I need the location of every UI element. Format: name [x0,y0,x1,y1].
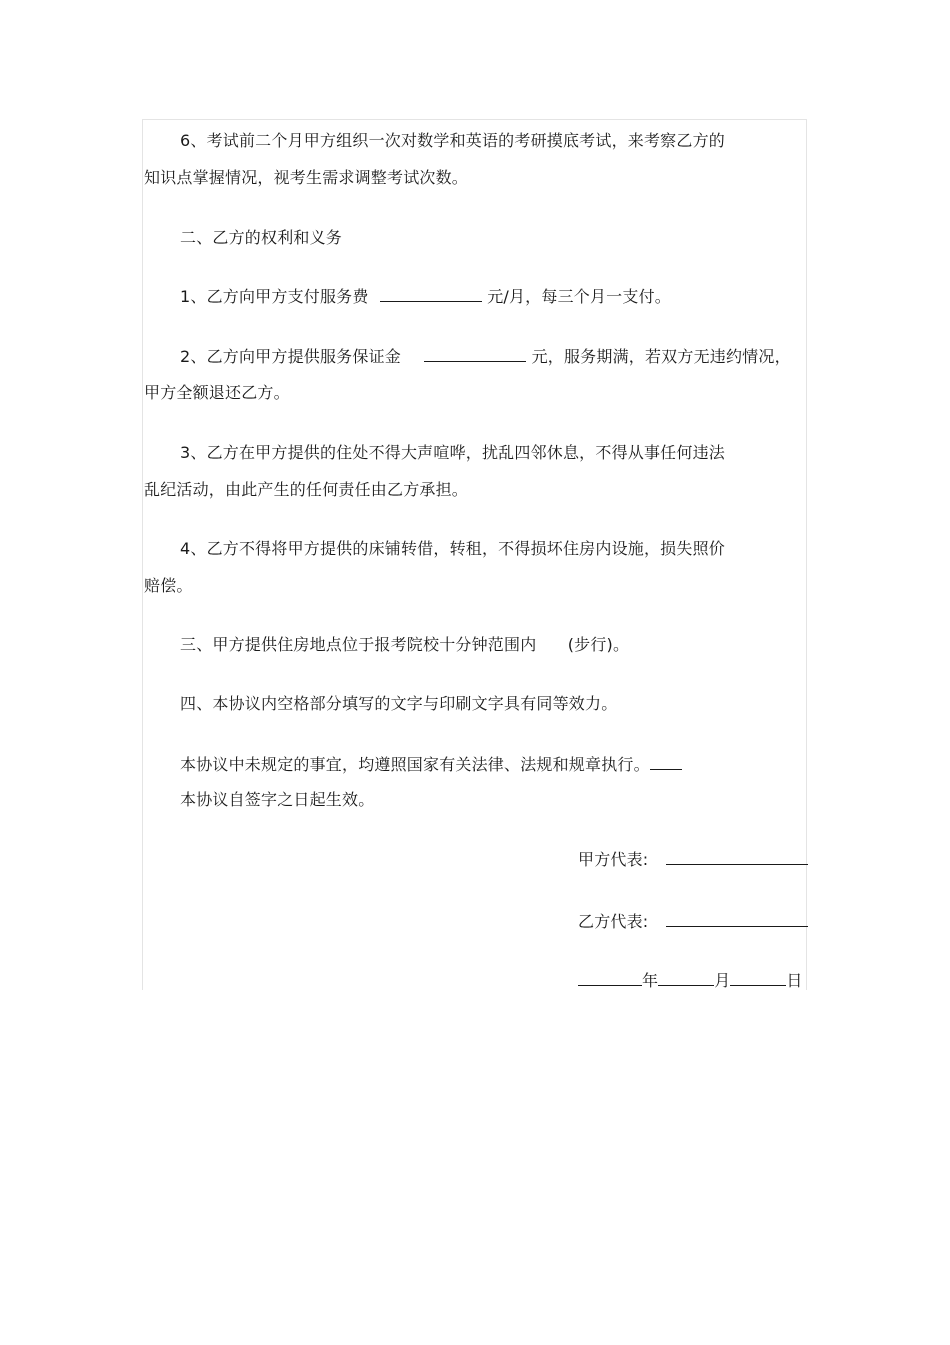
item-2-prefix: 2、乙方向甲方提供服务保证金 [180,347,401,366]
service-fee-blank[interactable] [380,287,482,302]
year-blank[interactable] [578,971,642,986]
section-3 [180,635,629,655]
item-3-line-1: 3、乙方在甲方提供的住处不得大声喧哗，扰乱四邻休息，不得从事任何违法 [180,443,725,462]
closing-line-1-text: 本协议中未规定的事宜，均遵照国家有关法律、法规和规章执行。 [180,755,650,774]
item-2-line-2: 甲方全额退还乙方。 [144,383,290,402]
item-4-line-1: 4、乙方不得将甲方提供的床铺转借，转租，不得损坏住房内设施，损失照价 [180,539,725,558]
year-label: 年 [642,971,659,990]
party-a-signature-blank[interactable] [666,850,808,865]
item-1 [180,287,671,307]
item-2 [180,347,791,367]
section-3-main: 三、甲方提供住房地点位于报考院校十分钟范围内 [180,635,537,654]
item-3-line-2: 乱纪活动，由此产生的任何责任由乙方承担。 [144,480,469,499]
closing-line-1 [180,755,682,775]
party-b-label: 乙方代表: [578,912,649,931]
section-3-note: (步行)。 [567,635,630,654]
section-4: 四、本协议内空格部分填写的文字与印刷文字具有同等效力。 [180,694,618,713]
clause-6-line-1: 6、考试前二个月甲方组织一次对数学和英语的考研摸底考试，来考察乙方的 [180,131,725,150]
date-line [578,971,803,991]
section-2-heading: 二、乙方的权利和义务 [180,228,343,247]
item-1-suffix: 元/月，每三个月一支付。 [487,287,671,306]
party-b-signature-blank[interactable] [666,912,808,927]
party-a-signature [578,850,808,870]
item-4-line-2: 赔偿。 [144,576,193,595]
deposit-blank[interactable] [424,347,526,362]
day-label: 日 [786,971,803,990]
day-blank[interactable] [730,971,786,986]
month-blank[interactable] [658,971,714,986]
month-label: 月 [714,971,731,990]
item-2-suffix: 元，服务期满，若双方无违约情况， [531,347,791,366]
item-1-prefix: 1、乙方向甲方支付服务费 [180,287,369,306]
clause-6-line-2: 知识点掌握情况，视考生需求调整考试次数。 [144,168,469,187]
closing-line-2: 本协议自签字之日起生效。 [180,790,375,809]
party-a-label: 甲方代表: [578,850,649,869]
party-b-signature [578,912,808,932]
closing-blank[interactable] [650,755,682,770]
